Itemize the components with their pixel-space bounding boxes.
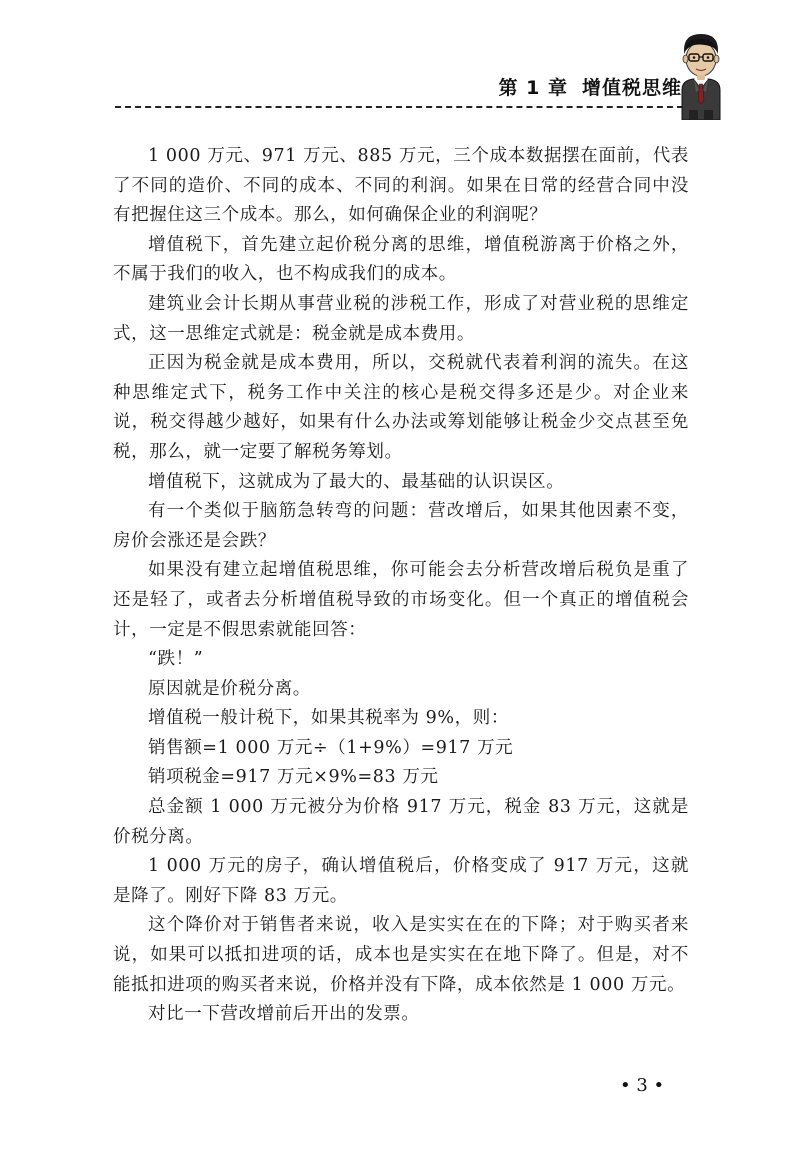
formula-output-tax: 销项税金=917 万元×9%=83 万元 [148,767,439,788]
paragraph: 总金额 1 000 万元被分为价格 917 万元，税金 83 万元，这就是价税分离。 [113,797,689,847]
paragraph: 原因就是价税分离。 [148,678,311,699]
formula-sales: 销售额=1 000 万元÷（1+9%）=917 万元 [148,737,514,758]
chapter-name: 增值税思维 [581,77,682,99]
paragraph: 1 000 万元的房子，确认增值税后，价格变成了 917 万元，这就是降了。刚好下降 83 万元。 [113,856,689,906]
paragraph: 正因为税金就是成本费用，所以，交税就代表着利润的流失。在这种思维定式下，税务工作中关注的核心是税交得多还是少。对企业来说，税交得越少越好，如果有什么办法或筹划能够让税金少交点甚至免税，那么，就一定要了解税务筹划。 [113,353,689,462]
body-text [113,142,689,1030]
page-header [0,0,800,120]
paragraph: 建筑业会计长期从事营业税的涉税工作，形成了对营业税的思维定式，这一思维定式就是：税金就是成本费用。 [113,293,689,344]
paragraph: 增值税一般计税下，如果其税率为 9%，则： [148,708,509,729]
paragraph: 增值税下，首先建立起价税分离的思维，增值税游离于价格之外，不属于我们的收入，也不构成我们的成本。 [113,234,689,285]
page-number: • 3 • [620,1075,665,1096]
paragraph: 这个降价对于销售者来说，收入是实实在在的下降；对于购买者来说，如果可以抵扣进项的话，成本也是实实在在地下降了。但是，对不能抵扣进项的购买者来说，价格并没有下降，成本依然是 1 000 万元。 [113,915,689,995]
header-dashed-rule [115,106,683,108]
paragraph: 如果没有建立起增值税思维，你可能会去分析营改增后税负是重了还是轻了，或者去分析增值税导致的市场变化。但一个真正的增值税会计，一定是不假思索就能回答： [113,560,689,640]
paragraph: 增值税下，这就成为了最大的、最基础的认识误区。 [148,471,565,492]
paragraph: 1 000 万元、971 万元、885 万元，三个成本数据摆在面前，代表了不同的造价、不同的成本、不同的利润。如果在日常的经营合同中没有把握住这三个成本。那么，如何确保企业的利润呢？ [113,146,689,226]
chapter-label: 第 1 章 [498,77,568,99]
accountant-mascot-icon [672,28,730,120]
paragraph-quote: “跌！” [148,649,204,670]
paragraph: 有一个类似于脑筋急转弯的问题：营改增后，如果其他因素不变，房价会涨还是会跌？ [113,501,689,551]
paragraph: 对比一下营改增前后开出的发票。 [148,1004,420,1025]
chapter-title [499,73,682,100]
